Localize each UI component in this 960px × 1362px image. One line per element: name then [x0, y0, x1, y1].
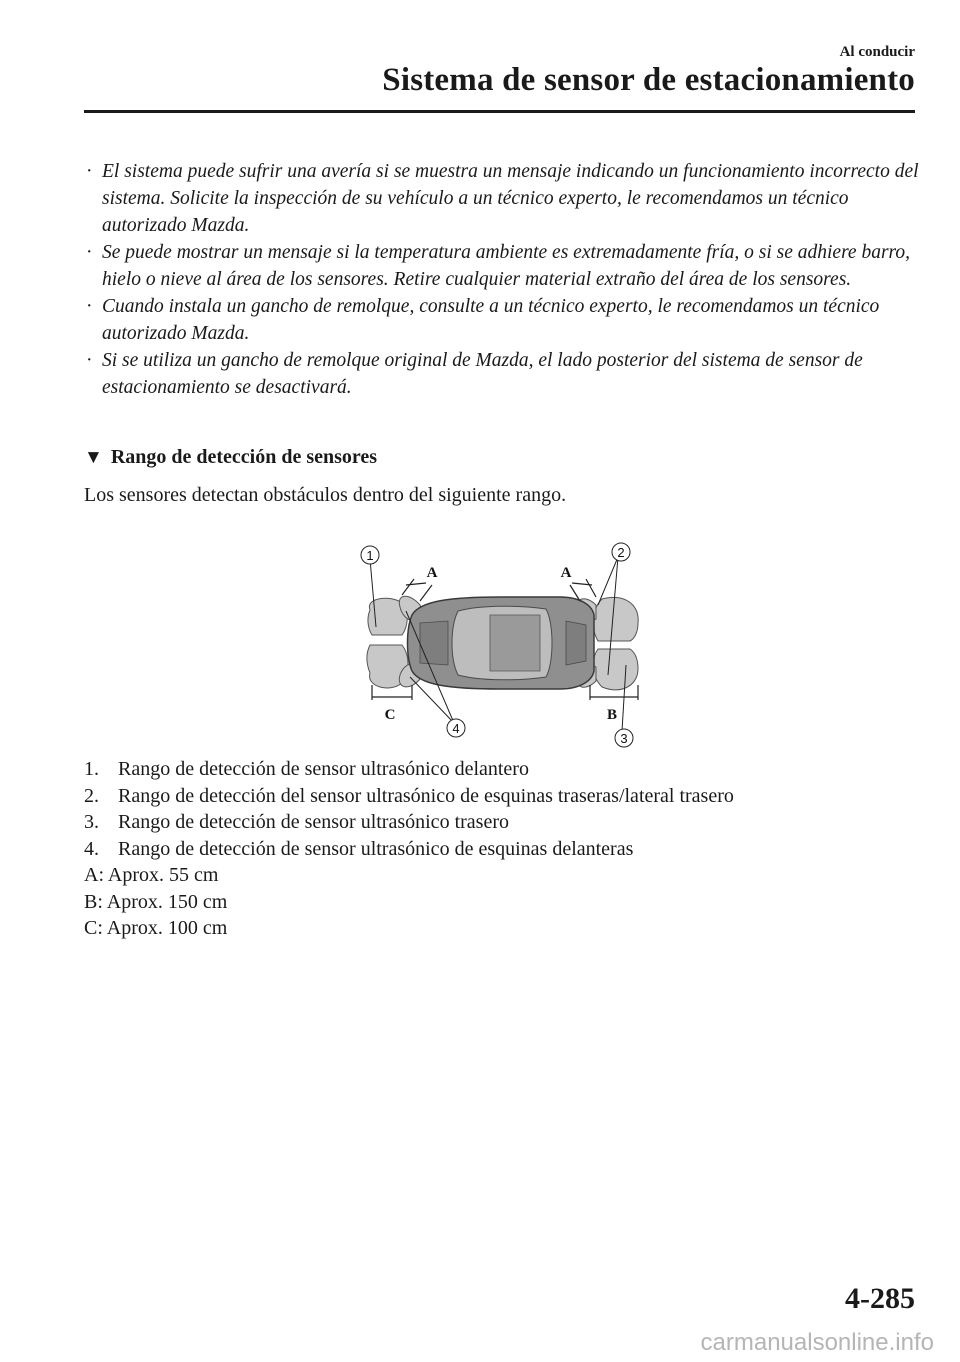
legend-item: 2. Rango de detección del sensor ultrasónico de esquinas traseras/lateral trasero: [84, 784, 734, 807]
legend-item: 1. Rango de detección de sensor ultrasónico delantero: [84, 758, 529, 780]
dimension-c-label: C: [384, 707, 396, 723]
triangle-down-icon: ▼: [84, 447, 103, 468]
note-item: · Cuando instala un gancho de remolque, consulte a un técnico experto, le recomendamos un técnico autorizado Mazda.: [84, 293, 924, 347]
section-intro: Los sensores detectan obstáculos dentro del siguiente rango.: [84, 484, 567, 506]
watermark: carmanualsonline.info: [700, 1329, 934, 1356]
bullet-icon: ·: [86, 161, 93, 182]
callout-3-label: 3: [620, 731, 628, 746]
dimension-a-front-label: A: [426, 565, 438, 581]
dimension-item: B: Aprox. 150 cm: [84, 890, 228, 913]
dimension-list: [84, 862, 227, 942]
bullet-icon: ·: [86, 242, 93, 263]
bullet-icon: ·: [86, 350, 93, 371]
title-rule: [84, 110, 915, 113]
dimension-item: A: Aprox. 55 cm: [84, 864, 219, 886]
page-number: 4-285: [845, 1282, 915, 1315]
note-item: · Si se utiliza un gancho de remolque original de Mazda, el lado posterior del sistema de sensor de estacionamiento se desactivará.: [84, 347, 924, 401]
section-label: Al conducir: [839, 44, 915, 60]
dimension-b-label: B: [606, 707, 618, 723]
callout-2-label: 2: [617, 545, 625, 560]
legend-item: 3. Rango de detección de sensor ultrasónico trasero: [84, 811, 509, 833]
notes-list: [84, 158, 924, 401]
figure-legend: [84, 756, 734, 862]
dimension-a-rear-label: A: [560, 565, 572, 581]
sensor-range-diagram: [340, 535, 660, 755]
legend-item: 4. Rango de detección de sensor ultrasónico de esquinas delanteras: [84, 837, 634, 860]
note-item: · El sistema puede sufrir una avería si se muestra un mensaje indicando un funcionamiento incorrecto del sistema. Solicite la inspección de su vehículo a un técnico experto, le recomendamos un técnico autorizado Mazda.: [84, 158, 924, 239]
page-title: Sistema de sensor de estacionamiento: [382, 62, 915, 98]
car-top-view: [408, 597, 595, 689]
bullet-icon: ·: [86, 296, 93, 317]
dimension-item: C: Aprox. 100 cm: [84, 917, 228, 939]
callout-4-label: 4: [452, 721, 460, 736]
section-heading: ▼ Rango de detección de sensores: [84, 446, 378, 468]
callout-1-label: 1: [366, 548, 374, 563]
note-item: · Se puede mostrar un mensaje si la temperatura ambiente es extremadamente fría, o si se adhiere barro, hielo o nieve al área de los sensores. Retire cualquier material extraño del área de los sensores.: [84, 239, 924, 293]
